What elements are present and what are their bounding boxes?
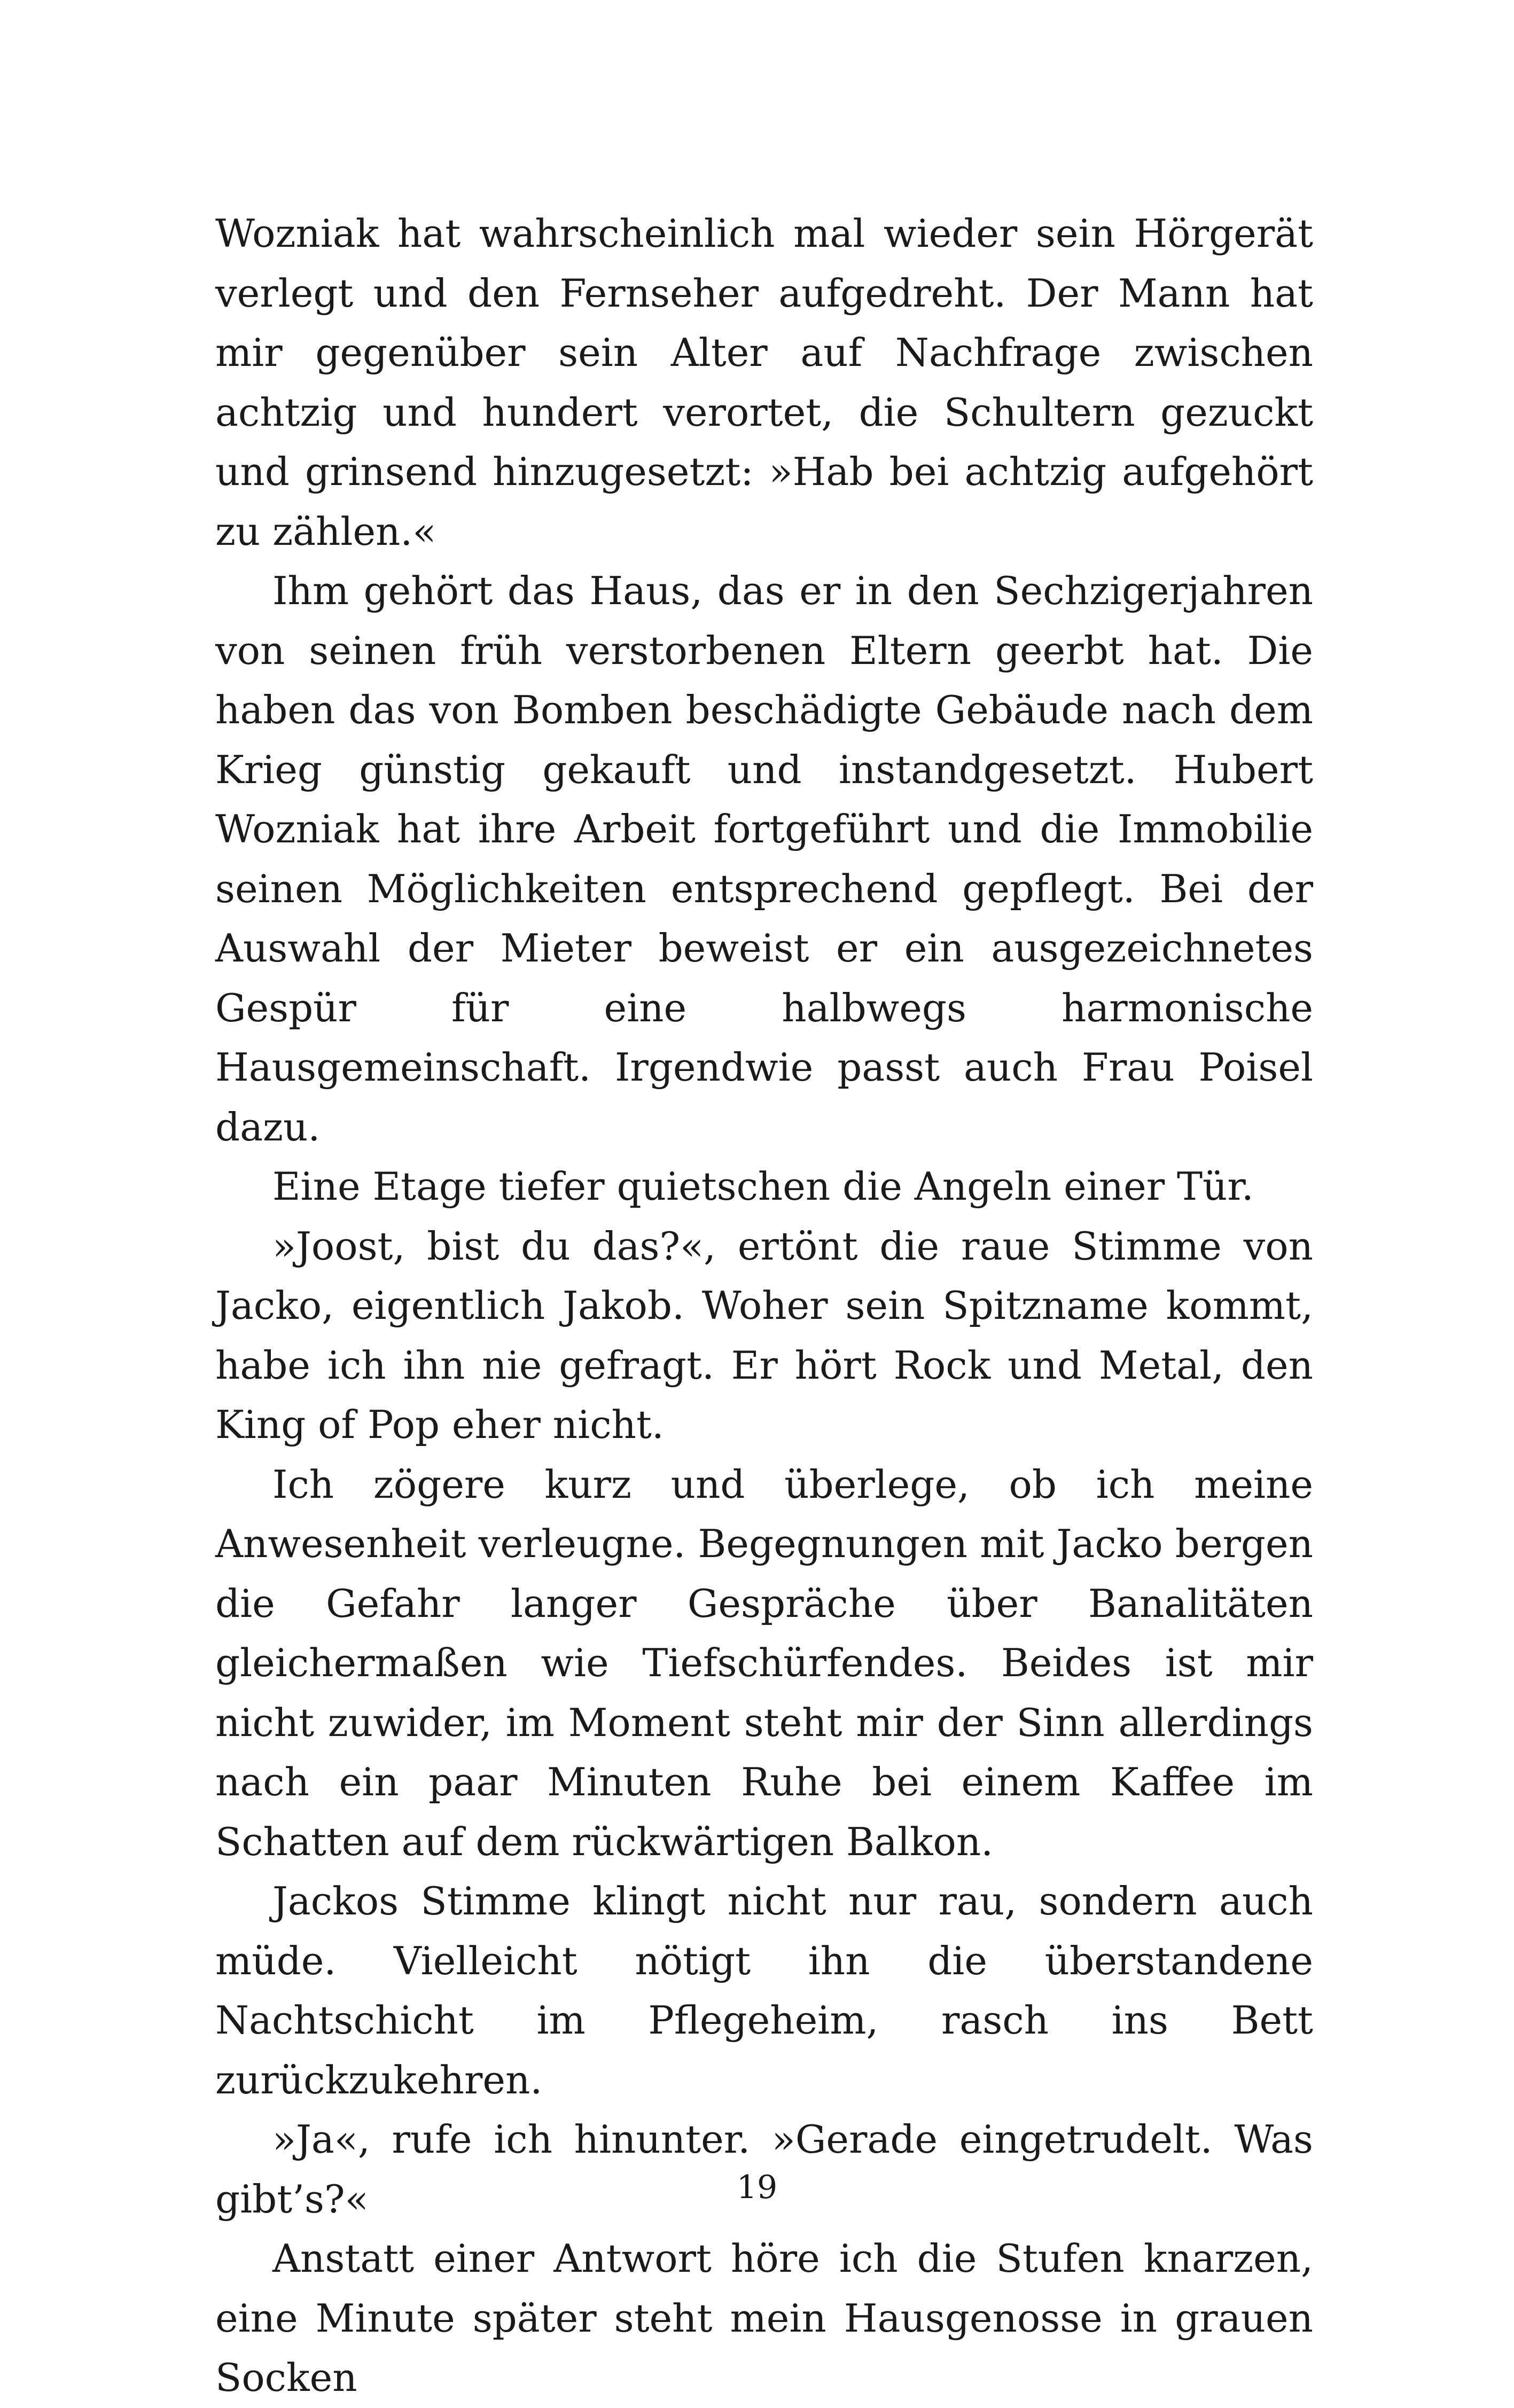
paragraph-8: Anstatt einer Antwort höre ich die Stufen knarzen, eine Minute später steht mein Hausgenosse in grauen Socken bbox=[215, 2236, 1313, 2400]
paragraph-5: Ich zögere kurz und überlege, ob ich meine Anwesenheit verleugne. Begegnungen mit Jacko bergen die Gefahr langer Gespräche über Banalitäten gleichermaßen wie Tiefschürfendes. Beides ist mir nicht zuwider, im Moment steht mir der Sinn allerdings nach ein paar Minuten Ruhe bei einem Kaffee im Schatten auf dem rückwärtigen Balkon. bbox=[215, 1461, 1313, 1864]
body-text bbox=[215, 204, 1313, 2408]
paragraph-4: »Joost, bist du das?«, ertönt die raue Stimme von Jacko, eigentlich Jakob. Woher sein Spitzname kommt, habe ich ihn nie gefragt. Er hört Rock und Metal, den King of Pop eher nicht. bbox=[215, 1223, 1313, 1447]
page-number: 19 bbox=[736, 2169, 778, 2206]
paragraph-3: Eine Etage tiefer quietschen die Angeln einer Tür. bbox=[272, 1164, 1254, 1209]
paragraph-2: Ihm gehört das Haus, das er in den Sechzigerjahren von seinen früh verstorbenen Eltern geerbt hat. Die haben das von Bomben beschädigte Gebäude nach dem Krieg günstig gekauft und instandgesetzt. Hubert Wozniak hat ihre Arbeit fortgeführt und die Immobilie seinen Möglichkeiten entsprechend gepflegt. Bei der Auswahl der Mieter beweist er ein ausgezeichnetes Gespür für eine halbwegs harmonische Hausgemeinschaft. Irgendwie passt auch Frau Poisel dazu. bbox=[215, 568, 1313, 1150]
paragraph-6: Jackos Stimme klingt nicht nur rau, sondern auch müde. Vielleicht nötigt ihn die überstandene Nachtschicht im Pflegeheim, rasch ins Bett zurückzukehren. bbox=[215, 1879, 1313, 2102]
paragraph-7: »Ja«, rufe ich hinunter. »Gerade eingetrudelt. Was gibt’s?« bbox=[215, 2117, 1313, 2222]
paragraph-1: Wozniak hat wahrscheinlich mal wieder sein Hörgerät verlegt und den Fernseher aufgedreht. Der Mann hat mir gegenüber sein Alter auf Nachfrage zwischen achtzig und hundert verortet, die Schultern gezuckt und grinsend hinzugesetzt: »Hab bei achtzig aufgehört zu zählen.« bbox=[215, 211, 1313, 554]
